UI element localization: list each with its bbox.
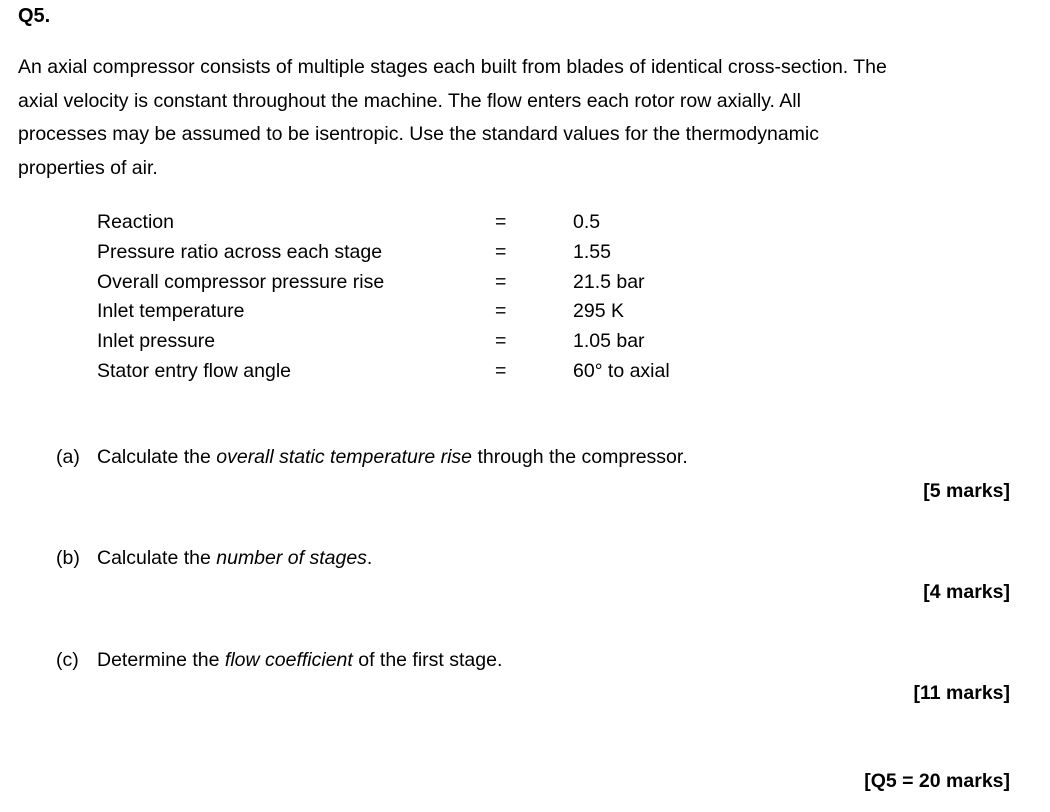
parameter-value: 21.5 bar <box>573 270 645 293</box>
part-text: Calculate the <box>97 446 217 468</box>
parameter-label: Pressure ratio across each stage <box>97 240 383 263</box>
parameter-equals: = <box>495 330 507 353</box>
part-emphasis: number of stages <box>216 547 367 569</box>
part-text: through the compressor. <box>472 446 688 468</box>
parameter-label: Inlet pressure <box>97 330 216 353</box>
part-text: Calculate the <box>97 547 217 569</box>
parameter-label: Overall compressor pressure rise <box>97 270 385 293</box>
part-emphasis: overall static temperature rise <box>216 446 473 468</box>
part-c <box>56 647 502 673</box>
part-text: . <box>366 547 373 569</box>
parameter-equals: = <box>495 300 507 323</box>
part-b-marks: [4 marks] <box>923 581 1010 603</box>
parameter-equals: = <box>495 270 507 293</box>
parameter-value: 1.05 bar <box>573 330 645 353</box>
question-intro <box>18 51 1033 185</box>
intro-line: axial velocity is constant throughout the machine. The flow enters each rotor row axially. All <box>18 89 801 112</box>
question-title: Q5. <box>18 5 51 27</box>
part-c-marks: [11 marks] <box>913 682 1010 704</box>
part-letter: (b) <box>56 547 80 569</box>
parameter-value: 60° to axial <box>573 359 670 382</box>
part-text: Determine the <box>97 649 225 671</box>
part-letter: (a) <box>56 446 80 468</box>
part-letter: (c) <box>56 649 79 671</box>
parameter-equals: = <box>495 359 507 382</box>
total-marks: [Q5 = 20 marks] <box>864 770 1010 792</box>
parameter-label: Stator entry flow angle <box>97 359 292 382</box>
part-b <box>56 545 372 571</box>
intro-line: An axial compressor consists of multiple stages each built from blades of identical cross-section. The <box>18 56 887 78</box>
parameter-value: 295 K <box>573 300 624 323</box>
intro-line: processes may be assumed to be isentropic. Use the standard values for the thermodynamic <box>18 123 819 145</box>
parameter-value: 0.5 <box>573 211 601 233</box>
parameter-equals: = <box>495 240 507 263</box>
part-text: of the first stage. <box>352 649 503 671</box>
parameter-equals: = <box>495 211 507 233</box>
intro-line: properties of air. <box>18 156 158 179</box>
part-a-marks: [5 marks] <box>923 480 1010 502</box>
parameter-value: 1.55 <box>573 240 611 263</box>
part-a <box>56 444 688 470</box>
parameter-label: Inlet temperature <box>97 300 245 323</box>
parameter-label: Reaction <box>97 211 174 233</box>
part-emphasis: flow coefficient <box>224 649 353 671</box>
